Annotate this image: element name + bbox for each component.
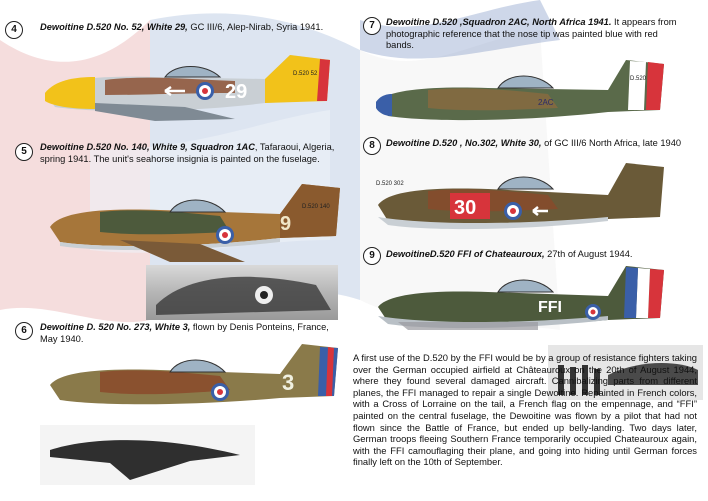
caption-6-text: flown by Denis Ponteins, France, May 1940.: [40, 322, 329, 344]
caption-9-title: DewoitineD.520 FFI of Chateauroux,: [386, 249, 545, 259]
caption-8-title: Dewoitine D.520 , No.302, White 30,: [386, 138, 542, 148]
caption-4: [40, 22, 340, 34]
fuselage-code-2ac: 2AC: [538, 98, 554, 107]
profile-number-9: 9: [363, 247, 381, 265]
caption-6-title: Dewoitine D. 520 No. 273, White 3,: [40, 322, 191, 332]
caption-5-text: , Tafaraoui, Algeria, spring 1941. The unit's seahorse insignia is painted on the fuselage.: [40, 142, 335, 164]
fuselage-code-9: 9: [280, 213, 292, 235]
aircraft-profile-7: [368, 50, 668, 130]
profile-number-8: 8: [363, 137, 381, 155]
caption-9: [386, 249, 686, 261]
archive-photo-d520-ground: [146, 265, 338, 320]
caption-7-title: Dewoitine D.520 ,Squadron 2AC, North Africa 1941.: [386, 17, 612, 27]
caption-7: [386, 17, 686, 52]
caption-5-title: Dewoitine D.520 No. 140, White 9, Squadron 1AC: [40, 142, 255, 152]
profile-number-6: 6: [15, 322, 33, 340]
aircraft-profile-4: [35, 35, 335, 125]
caption-8: [386, 138, 706, 150]
caption-8-text: of GC III/6 North Africa, late 1940: [541, 138, 682, 148]
fuselage-code-29: 29: [225, 81, 248, 103]
archive-photo-d520-flight: [40, 425, 255, 485]
caption-9-text: 27th of August 1944.: [544, 249, 633, 259]
profile-number-5: 5: [15, 143, 33, 161]
photo-flight-silhouette: [40, 425, 255, 485]
caption-4-text: GC III/6, Alep-Nirab, Syria 1941.: [187, 22, 324, 32]
fuselage-code-3: 3: [282, 370, 295, 395]
aircraft-profile-8: [368, 155, 668, 245]
photo-aircraft-silhouette: [146, 265, 338, 320]
tail-serial-5: D.520 140: [302, 204, 330, 210]
tail-serial-8: D.520 302: [376, 181, 404, 187]
aircraft-profile-9: [368, 262, 668, 342]
fuselage-code-ffi: FFI: [538, 299, 562, 316]
tail-serial-4: D.520 52: [293, 71, 318, 77]
aircraft-profile-6: [40, 340, 340, 430]
profile-number-4: 4: [5, 21, 23, 39]
tail-serial-7: D.520: [630, 76, 647, 82]
aircraft-profile-5: [40, 172, 340, 272]
caption-7-text: It appears from photographic reference that the nose tip was painted blue with red bands.: [386, 17, 677, 50]
profile-number-7: 7: [363, 17, 381, 35]
caption-5: [40, 142, 340, 165]
ffi-history-text: A first use of the D.520 by the FFI would be by a group of resistance fighters taking over the German occupied airfield at Châteauroux on the 20th of August 1944, where they found several damaged aircraft. Cannibalizing parts from different planes, the FFI managed to repair a single Dewoitine. Repainted in French colors, with a Cross of Lorraine on the tail, a French flag on the empennage, and “FFI” painted on the central fuselage, the Dewoitine was flown by a pilot that had not flown since the Battle of France, but ended up belly-landing. Two days later, German troops fleeing Southern France temporarily occupied Chateauroux again, with the FFI camouflaging their plane, and going into hiding until German forces finally left on the 10th of September.: [353, 352, 697, 468]
fuselage-code-30: 30: [454, 197, 477, 219]
caption-4-title: Dewoitine D.520 No. 52, White 29,: [40, 22, 188, 32]
